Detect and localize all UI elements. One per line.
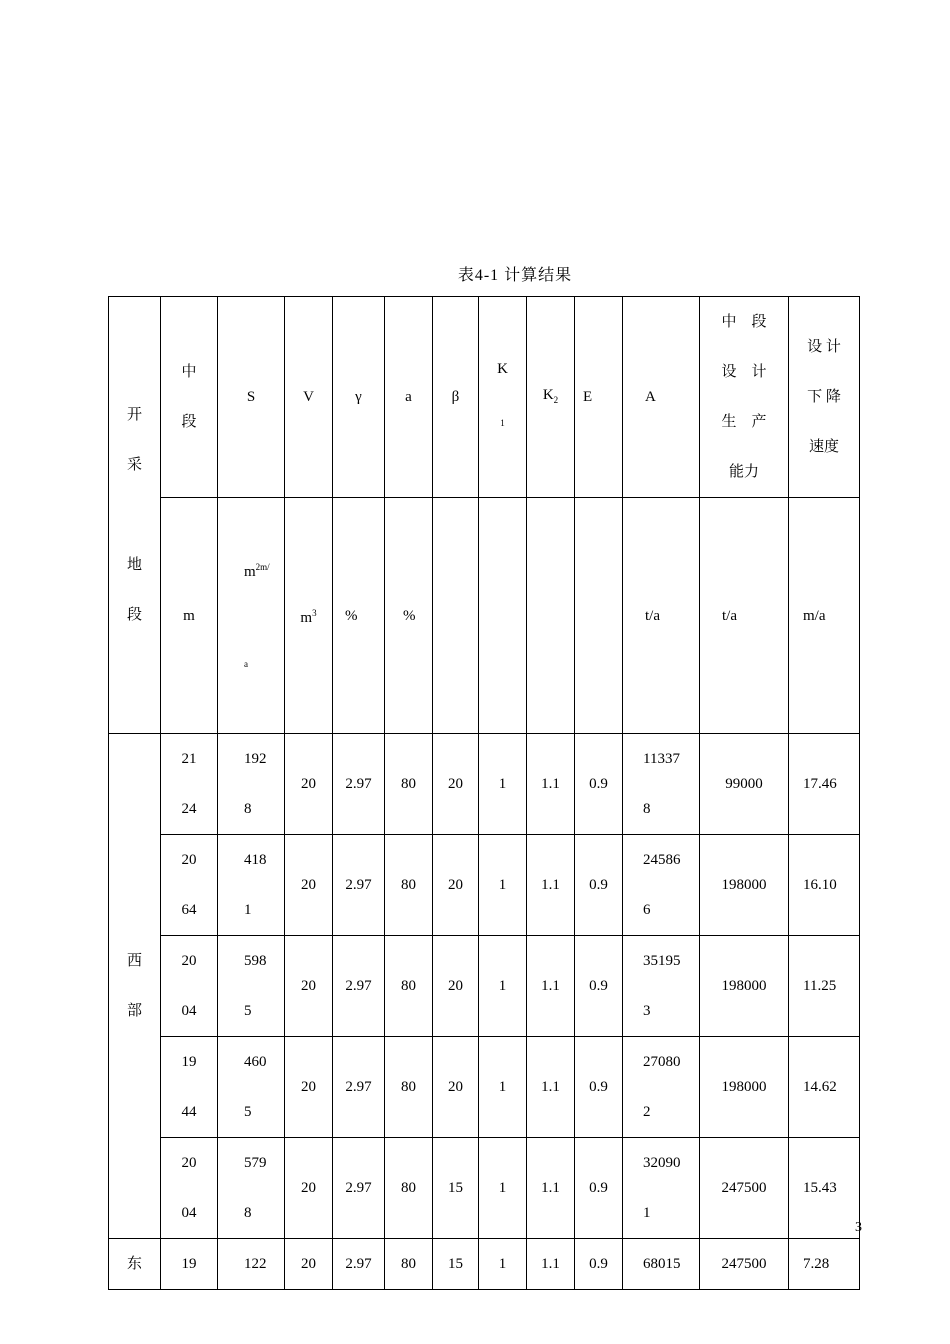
cell-K1: 1 [479,835,527,936]
cell-beta: 15 [433,1138,479,1239]
header-design-capacity: 中 段 设 计 生 产 能力 [700,297,789,498]
header-S: S [218,297,285,498]
cell-a: 80 [385,1239,433,1290]
unit-speed: m/a [789,498,860,734]
cell-K1: 1 [479,936,527,1037]
unit-S-superscript: 2m/ [255,562,270,572]
header-E: E [575,297,623,498]
cell-E: 0.9 [575,1138,623,1239]
cell-a: 80 [385,734,433,835]
cell-gamma: 2.97 [333,1239,385,1290]
cell-S: 598 5 [218,936,285,1037]
cell-speed: 14.62 [789,1037,860,1138]
calculation-results-table [108,296,860,1290]
cell-A: 24586 6 [623,835,700,936]
table-row [109,1239,860,1290]
header-design-descent-speed: 设 计 下 降 速度 [789,297,860,498]
cell-V: 20 [285,835,333,936]
table-row [109,1138,860,1239]
header-K2-letter: K [542,386,554,403]
cell-level: 19 44 [161,1037,218,1138]
cell-S: 579 8 [218,1138,285,1239]
cell-A: 68015 [623,1239,700,1290]
group-west: 西 部 [109,734,161,1239]
cell-K2: 1.1 [527,734,575,835]
unit-K2-empty [527,498,575,734]
table-row [109,1037,860,1138]
cell-V: 20 [285,734,333,835]
cell-beta: 20 [433,936,479,1037]
cell-a: 80 [385,1138,433,1239]
header-a: a [385,297,433,498]
unit-E-empty [575,498,623,734]
cell-V: 20 [285,1239,333,1290]
cell-K2: 1.1 [527,1239,575,1290]
cell-capacity: 99000 [700,734,789,835]
cell-speed: 16.10 [789,835,860,936]
cell-speed: 11.25 [789,936,860,1037]
unit-A: t/a [623,498,700,734]
cell-E: 0.9 [575,936,623,1037]
cell-beta: 15 [433,1239,479,1290]
cell-S: 418 1 [218,835,285,936]
header-K2 [527,297,575,498]
unit-K1-empty [479,498,527,734]
group-east: 东 [109,1239,161,1290]
cell-speed: 7.28 [789,1239,860,1290]
cell-E: 0.9 [575,1239,623,1290]
header-K1 [479,297,527,498]
unit-S-subscript: a [244,659,248,669]
table-row [109,835,860,936]
unit-V [285,498,333,734]
unit-gamma: % [333,498,385,734]
header-K1-letter: K [497,361,508,377]
cell-a: 80 [385,936,433,1037]
cell-level: 21 24 [161,734,218,835]
header-mining-section: 开 采 地 段 [109,297,161,734]
cell-gamma: 2.97 [333,835,385,936]
cell-speed: 15.43 [789,1138,860,1239]
cell-A: 27080 2 [623,1037,700,1138]
cell-V: 20 [285,1037,333,1138]
cell-capacity: 198000 [700,936,789,1037]
unit-S-base: m [244,564,256,580]
unit-level: m [161,498,218,734]
cell-K2: 1.1 [527,1037,575,1138]
unit-S [218,498,285,734]
cell-level: 19 [161,1239,218,1290]
cell-a: 80 [385,835,433,936]
cell-E: 0.9 [575,1037,623,1138]
cell-level: 20 64 [161,835,218,936]
cell-speed: 17.46 [789,734,860,835]
cell-V: 20 [285,936,333,1037]
header-K2-subscript: 2 [553,394,559,405]
cell-level: 20 04 [161,1138,218,1239]
cell-capacity: 247500 [700,1239,789,1290]
cell-capacity: 247500 [700,1138,789,1239]
table-row [109,734,860,835]
cell-beta: 20 [433,734,479,835]
cell-A: 11337 8 [623,734,700,835]
cell-gamma: 2.97 [333,936,385,1037]
cell-capacity: 198000 [700,1037,789,1138]
header-V: V [285,297,333,498]
table-caption: 表4-1 计算结果 [457,267,573,284]
cell-K1: 1 [479,1037,527,1138]
cell-gamma: 2.97 [333,734,385,835]
unit-beta-empty [433,498,479,734]
header-level: 中 段 [161,297,218,498]
cell-K2: 1.1 [527,936,575,1037]
cell-gamma: 2.97 [333,1138,385,1239]
cell-K2: 1.1 [527,835,575,936]
unit-V-superscript: 3 [312,608,317,618]
header-beta: β [433,297,479,498]
cell-K1: 1 [479,1138,527,1239]
cell-gamma: 2.97 [333,1037,385,1138]
cell-S: 122 [218,1239,285,1290]
cell-a: 80 [385,1037,433,1138]
unit-capacity: t/a [700,498,789,734]
cell-K1: 1 [479,1239,527,1290]
header-row-symbols [109,297,860,498]
header-A: A [623,297,700,498]
cell-A: 35195 3 [623,936,700,1037]
cell-E: 0.9 [575,835,623,936]
cell-S: 460 5 [218,1037,285,1138]
cell-level: 20 04 [161,936,218,1037]
cell-K1: 1 [479,734,527,835]
header-K1-subscript: 1 [500,418,505,428]
header-gamma: γ [333,297,385,498]
cell-beta: 20 [433,1037,479,1138]
cell-K2: 1.1 [527,1138,575,1239]
table-row [109,936,860,1037]
unit-a: % [385,498,433,734]
cell-capacity: 198000 [700,835,789,936]
unit-V-base: m [300,610,313,626]
header-row-units [109,498,860,734]
cell-A: 32090 1 [623,1138,700,1239]
cell-S: 192 8 [218,734,285,835]
cell-beta: 20 [433,835,479,936]
cell-V: 20 [285,1138,333,1239]
page-number: 3 [855,1220,862,1235]
cell-E: 0.9 [575,734,623,835]
